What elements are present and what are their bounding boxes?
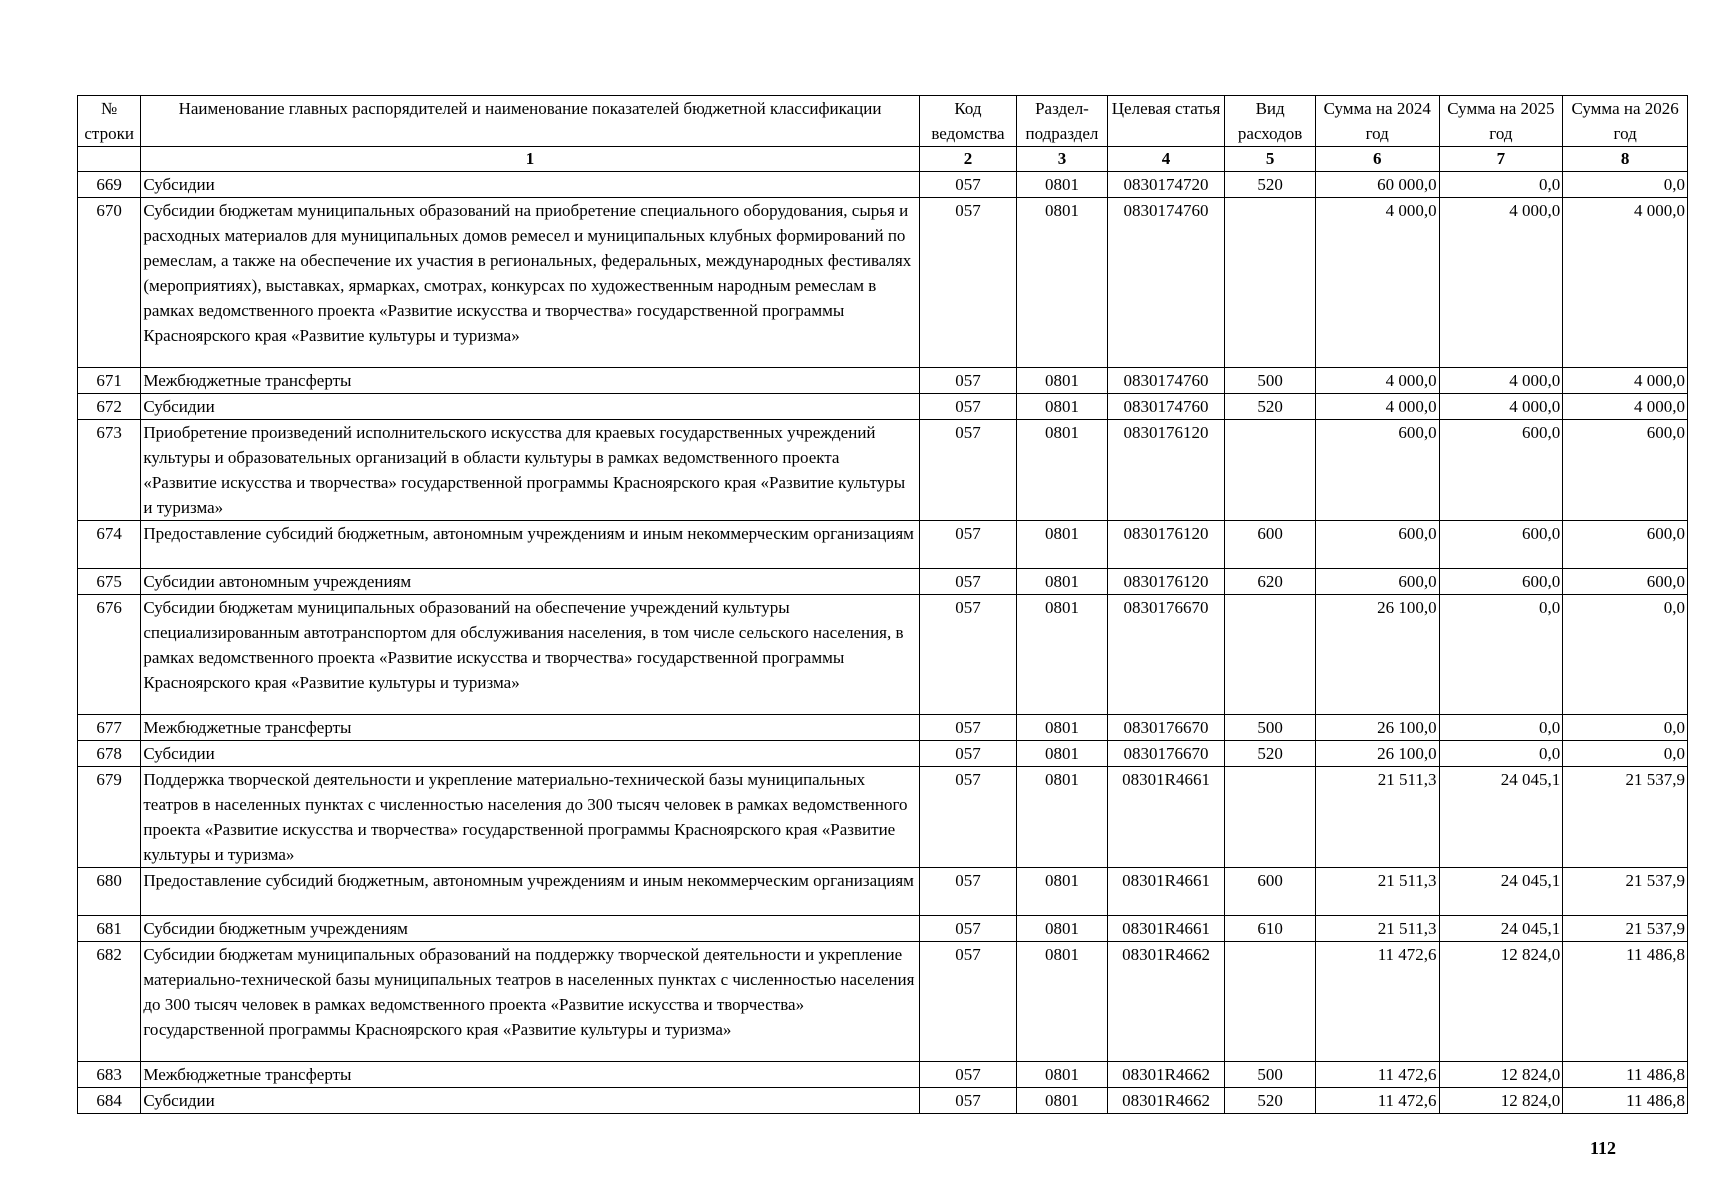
table-row bbox=[78, 868, 1688, 916]
sum-2026-cell: 0,0 bbox=[1563, 715, 1688, 741]
sum-2025-cell: 24 045,1 bbox=[1439, 767, 1563, 868]
sum-2025-cell: 600,0 bbox=[1439, 521, 1563, 569]
target-cell: 0830176670 bbox=[1107, 715, 1225, 741]
section-cell: 0801 bbox=[1017, 595, 1108, 715]
sum-2024-cell: 26 100,0 bbox=[1315, 715, 1439, 741]
table-row bbox=[78, 521, 1688, 569]
sum-2025-cell: 24 045,1 bbox=[1439, 916, 1563, 942]
expense-type-cell: 520 bbox=[1225, 741, 1316, 767]
expense-type-cell: 600 bbox=[1225, 868, 1316, 916]
table-row bbox=[78, 942, 1688, 1062]
sum-2026-cell: 21 537,9 bbox=[1563, 916, 1688, 942]
row-name-cell: Субсидии bbox=[141, 394, 919, 420]
column-number-row bbox=[78, 147, 1688, 172]
sum-2025-cell: 0,0 bbox=[1439, 595, 1563, 715]
sum-2026-cell: 600,0 bbox=[1563, 569, 1688, 595]
dept-code-cell: 057 bbox=[919, 942, 1017, 1062]
column-number-empty bbox=[78, 147, 141, 172]
target-cell: 0830176120 bbox=[1107, 420, 1225, 521]
dept-code-cell: 057 bbox=[919, 394, 1017, 420]
section-cell: 0801 bbox=[1017, 1088, 1108, 1114]
sum-2024-cell: 11 472,6 bbox=[1315, 942, 1439, 1062]
sum-2026-cell: 4 000,0 bbox=[1563, 198, 1688, 368]
row-number-cell: 674 bbox=[78, 521, 141, 569]
row-name-cell: Субсидии bbox=[141, 1088, 919, 1114]
target-cell: 08301R4662 bbox=[1107, 942, 1225, 1062]
section-cell: 0801 bbox=[1017, 172, 1108, 198]
table-row bbox=[78, 741, 1688, 767]
section-cell: 0801 bbox=[1017, 916, 1108, 942]
table-row bbox=[78, 394, 1688, 420]
row-number-cell: 675 bbox=[78, 569, 141, 595]
header-name: Наименование главных распорядителей и наименование показателей бюджетной классификации bbox=[141, 96, 919, 147]
target-cell: 0830176670 bbox=[1107, 741, 1225, 767]
table-row bbox=[78, 569, 1688, 595]
expense-type-cell: 500 bbox=[1225, 1062, 1316, 1088]
expense-type-cell: 500 bbox=[1225, 368, 1316, 394]
expense-type-cell bbox=[1225, 198, 1316, 368]
row-name-cell: Приобретение произведений исполнительского искусства для краевых государственных учреждений культуры и образовательных организаций в области культуры в рамках ведомственного проекта «Развитие искусства и творчества» государственной программы Красноярского края «Развитие культуры и туризма» bbox=[141, 420, 919, 521]
target-cell: 08301R4661 bbox=[1107, 868, 1225, 916]
section-cell: 0801 bbox=[1017, 198, 1108, 368]
header-row-number: № строки bbox=[78, 96, 141, 147]
sum-2025-cell: 0,0 bbox=[1439, 715, 1563, 741]
sum-2026-cell: 600,0 bbox=[1563, 420, 1688, 521]
sum-2026-cell: 21 537,9 bbox=[1563, 868, 1688, 916]
target-cell: 0830174760 bbox=[1107, 394, 1225, 420]
target-cell: 0830176120 bbox=[1107, 569, 1225, 595]
sum-2024-cell: 11 472,6 bbox=[1315, 1062, 1439, 1088]
sum-2026-cell: 0,0 bbox=[1563, 595, 1688, 715]
target-cell: 0830174720 bbox=[1107, 172, 1225, 198]
sum-2025-cell: 12 824,0 bbox=[1439, 1088, 1563, 1114]
dept-code-cell: 057 bbox=[919, 1088, 1017, 1114]
sum-2025-cell: 12 824,0 bbox=[1439, 1062, 1563, 1088]
column-number: 1 bbox=[141, 147, 919, 172]
table-row bbox=[78, 1062, 1688, 1088]
expense-type-cell: 620 bbox=[1225, 569, 1316, 595]
dept-code-cell: 057 bbox=[919, 741, 1017, 767]
row-name-cell: Субсидии bbox=[141, 741, 919, 767]
row-name-cell: Субсидии автономным учреждениям bbox=[141, 569, 919, 595]
header-expense-type: Вид расходов bbox=[1225, 96, 1316, 147]
row-number-cell: 676 bbox=[78, 595, 141, 715]
header-sum-2024: Сумма на 2024 год bbox=[1315, 96, 1439, 147]
target-cell: 0830176120 bbox=[1107, 521, 1225, 569]
column-number: 2 bbox=[919, 147, 1017, 172]
row-number-cell: 684 bbox=[78, 1088, 141, 1114]
row-number-cell: 670 bbox=[78, 198, 141, 368]
sum-2024-cell: 4 000,0 bbox=[1315, 198, 1439, 368]
row-name-cell: Субсидии бюджетным учреждениям bbox=[141, 916, 919, 942]
sum-2024-cell: 21 511,3 bbox=[1315, 916, 1439, 942]
row-name-cell: Поддержка творческой деятельности и укрепление материально-технической базы муниципальных театров в населенных пунктах с численностью населения до 300 тысяч человек в рамках ведомственного проекта «Развитие искусства и творчества» государственной программы Красноярского края «Развитие культуры и туризма» bbox=[141, 767, 919, 868]
table-body bbox=[78, 172, 1688, 1114]
table-row bbox=[78, 172, 1688, 198]
section-cell: 0801 bbox=[1017, 368, 1108, 394]
section-cell: 0801 bbox=[1017, 569, 1108, 595]
section-cell: 0801 bbox=[1017, 942, 1108, 1062]
row-number-cell: 673 bbox=[78, 420, 141, 521]
expense-type-cell: 520 bbox=[1225, 172, 1316, 198]
dept-code-cell: 057 bbox=[919, 595, 1017, 715]
column-number: 4 bbox=[1107, 147, 1225, 172]
sum-2024-cell: 26 100,0 bbox=[1315, 595, 1439, 715]
sum-2024-cell: 21 511,3 bbox=[1315, 767, 1439, 868]
dept-code-cell: 057 bbox=[919, 569, 1017, 595]
dept-code-cell: 057 bbox=[919, 715, 1017, 741]
row-name-cell: Субсидии бюджетам муниципальных образований на обеспечение учреждений культуры специализированным автотранспортом для обслуживания населения, в том числе сельского населения, в рамках ведомственного проекта «Развитие искусства и творчества» государственной программы Красноярского края «Развитие культуры и туризма» bbox=[141, 595, 919, 715]
sum-2024-cell: 26 100,0 bbox=[1315, 741, 1439, 767]
row-number-cell: 678 bbox=[78, 741, 141, 767]
column-number: 6 bbox=[1315, 147, 1439, 172]
section-cell: 0801 bbox=[1017, 715, 1108, 741]
row-number-cell: 669 bbox=[78, 172, 141, 198]
section-cell: 0801 bbox=[1017, 767, 1108, 868]
row-number-cell: 682 bbox=[78, 942, 141, 1062]
sum-2024-cell: 600,0 bbox=[1315, 569, 1439, 595]
budget-table bbox=[77, 95, 1688, 1114]
expense-type-cell: 600 bbox=[1225, 521, 1316, 569]
sum-2026-cell: 11 486,8 bbox=[1563, 1062, 1688, 1088]
table-row bbox=[78, 420, 1688, 521]
table-row bbox=[78, 595, 1688, 715]
expense-type-cell: 500 bbox=[1225, 715, 1316, 741]
row-number-cell: 680 bbox=[78, 868, 141, 916]
column-number: 8 bbox=[1563, 147, 1688, 172]
target-cell: 08301R4662 bbox=[1107, 1062, 1225, 1088]
row-name-cell: Предоставление субсидий бюджетным, автономным учреждениям и иным некоммерческим организациям bbox=[141, 521, 919, 569]
expense-type-cell bbox=[1225, 595, 1316, 715]
expense-type-cell: 520 bbox=[1225, 394, 1316, 420]
header-sum-2025: Сумма на 2025 год bbox=[1439, 96, 1563, 147]
sum-2025-cell: 4 000,0 bbox=[1439, 198, 1563, 368]
sum-2026-cell: 11 486,8 bbox=[1563, 1088, 1688, 1114]
expense-type-cell bbox=[1225, 767, 1316, 868]
sum-2026-cell: 4 000,0 bbox=[1563, 394, 1688, 420]
row-name-cell: Межбюджетные трансферты bbox=[141, 1062, 919, 1088]
column-number: 3 bbox=[1017, 147, 1108, 172]
column-number: 7 bbox=[1439, 147, 1563, 172]
table-row bbox=[78, 198, 1688, 368]
sum-2026-cell: 600,0 bbox=[1563, 521, 1688, 569]
sum-2024-cell: 21 511,3 bbox=[1315, 868, 1439, 916]
dept-code-cell: 057 bbox=[919, 1062, 1017, 1088]
sum-2026-cell: 0,0 bbox=[1563, 172, 1688, 198]
sum-2024-cell: 600,0 bbox=[1315, 521, 1439, 569]
row-name-cell: Предоставление субсидий бюджетным, автономным учреждениям и иным некоммерческим организациям bbox=[141, 868, 919, 916]
sum-2024-cell: 4 000,0 bbox=[1315, 394, 1439, 420]
section-cell: 0801 bbox=[1017, 741, 1108, 767]
dept-code-cell: 057 bbox=[919, 172, 1017, 198]
dept-code-cell: 057 bbox=[919, 198, 1017, 368]
section-cell: 0801 bbox=[1017, 420, 1108, 521]
sum-2025-cell: 4 000,0 bbox=[1439, 394, 1563, 420]
row-name-cell: Субсидии bbox=[141, 172, 919, 198]
target-cell: 08301R4662 bbox=[1107, 1088, 1225, 1114]
expense-type-cell: 520 bbox=[1225, 1088, 1316, 1114]
expense-type-cell: 610 bbox=[1225, 916, 1316, 942]
expense-type-cell bbox=[1225, 420, 1316, 521]
sum-2026-cell: 11 486,8 bbox=[1563, 942, 1688, 1062]
dept-code-cell: 057 bbox=[919, 420, 1017, 521]
row-number-cell: 671 bbox=[78, 368, 141, 394]
header-target: Целевая статья bbox=[1107, 96, 1225, 147]
page-number: 112 bbox=[1590, 1138, 1617, 1158]
dept-code-cell: 057 bbox=[919, 521, 1017, 569]
section-cell: 0801 bbox=[1017, 521, 1108, 569]
table-row bbox=[78, 368, 1688, 394]
section-cell: 0801 bbox=[1017, 394, 1108, 420]
sum-2026-cell: 21 537,9 bbox=[1563, 767, 1688, 868]
sum-2025-cell: 0,0 bbox=[1439, 172, 1563, 198]
row-name-cell: Субсидии бюджетам муниципальных образований на приобретение специального оборудования, сырья и расходных материалов для муниципальных домов ремесел и муниципальных клубных формирований по ремеслам, а также на обеспечение их участия в региональных, федеральных, международных фестивалях (мероприятиях), выставках, ярмарках, смотрах, конкурсах по художественным народным ремеслам в рамках ведомственного проекта «Развитие искусства и творчества» государственной программы Красноярского края «Развитие культуры и туризма» bbox=[141, 198, 919, 368]
header-sum-2026: Сумма на 2026 год bbox=[1563, 96, 1688, 147]
target-cell: 08301R4661 bbox=[1107, 916, 1225, 942]
dept-code-cell: 057 bbox=[919, 868, 1017, 916]
section-cell: 0801 bbox=[1017, 868, 1108, 916]
header-row bbox=[78, 96, 1688, 147]
sum-2024-cell: 11 472,6 bbox=[1315, 1088, 1439, 1114]
row-number-cell: 677 bbox=[78, 715, 141, 741]
header-dept-code: Код ведомства bbox=[919, 96, 1017, 147]
dept-code-cell: 057 bbox=[919, 368, 1017, 394]
row-name-cell: Межбюджетные трансферты bbox=[141, 715, 919, 741]
table-row bbox=[78, 916, 1688, 942]
sum-2025-cell: 600,0 bbox=[1439, 420, 1563, 521]
dept-code-cell: 057 bbox=[919, 916, 1017, 942]
sum-2024-cell: 4 000,0 bbox=[1315, 368, 1439, 394]
table-row bbox=[78, 715, 1688, 741]
sum-2025-cell: 4 000,0 bbox=[1439, 368, 1563, 394]
target-cell: 0830176670 bbox=[1107, 595, 1225, 715]
sum-2026-cell: 4 000,0 bbox=[1563, 368, 1688, 394]
section-cell: 0801 bbox=[1017, 1062, 1108, 1088]
expense-type-cell bbox=[1225, 942, 1316, 1062]
sum-2025-cell: 0,0 bbox=[1439, 741, 1563, 767]
row-number-cell: 683 bbox=[78, 1062, 141, 1088]
sum-2026-cell: 0,0 bbox=[1563, 741, 1688, 767]
sum-2024-cell: 600,0 bbox=[1315, 420, 1439, 521]
target-cell: 08301R4661 bbox=[1107, 767, 1225, 868]
sum-2025-cell: 600,0 bbox=[1439, 569, 1563, 595]
table-row bbox=[78, 1088, 1688, 1114]
sum-2025-cell: 24 045,1 bbox=[1439, 868, 1563, 916]
header-section: Раздел-подраздел bbox=[1017, 96, 1108, 147]
target-cell: 0830174760 bbox=[1107, 198, 1225, 368]
sum-2025-cell: 12 824,0 bbox=[1439, 942, 1563, 1062]
dept-code-cell: 057 bbox=[919, 767, 1017, 868]
row-number-cell: 679 bbox=[78, 767, 141, 868]
target-cell: 0830174760 bbox=[1107, 368, 1225, 394]
row-number-cell: 681 bbox=[78, 916, 141, 942]
row-number-cell: 672 bbox=[78, 394, 141, 420]
table-row bbox=[78, 767, 1688, 868]
row-name-cell: Субсидии бюджетам муниципальных образований на поддержку творческой деятельности и укрепление материально-технической базы муниципальных театров в населенных пунктах с численностью населения до 300 тысяч человек в рамках ведомственного проекта «Развитие искусства и творчества» государственной программы Красноярского края «Развитие культуры и туризма» bbox=[141, 942, 919, 1062]
column-number: 5 bbox=[1225, 147, 1316, 172]
row-name-cell: Межбюджетные трансферты bbox=[141, 368, 919, 394]
sum-2024-cell: 60 000,0 bbox=[1315, 172, 1439, 198]
